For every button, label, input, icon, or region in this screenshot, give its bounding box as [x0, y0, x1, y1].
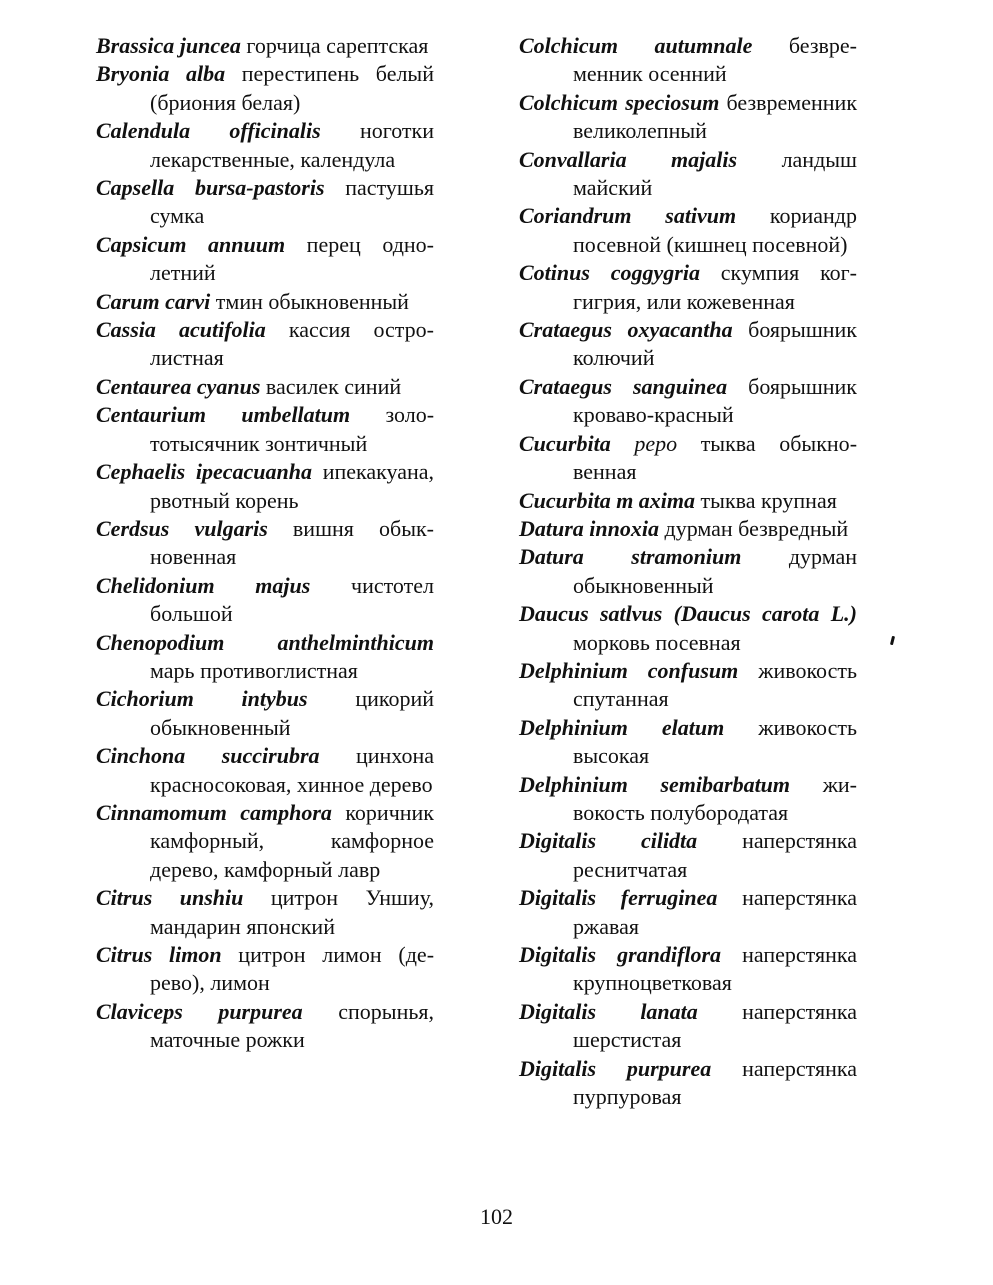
dictionary-entry	[96, 515, 434, 572]
dictionary-entry	[96, 998, 434, 1055]
latin-term: Claviceps purpurea	[96, 998, 303, 1024]
dictionary-entry	[96, 799, 434, 884]
russian-name: живокость спутанная	[573, 657, 857, 712]
russian-name: морковь посевная	[573, 629, 741, 655]
latin-term: Centaurium umbellatum	[96, 402, 351, 428]
latin-term: Cinnamomum camphora	[96, 799, 332, 825]
russian-name: тмин обыкновенный	[215, 288, 409, 314]
russian-name: живокость полубородатая	[573, 771, 857, 825]
latin-term: Cinchona succirubra	[96, 743, 320, 769]
dictionary-entry	[96, 742, 434, 799]
dictionary-entry	[519, 202, 857, 259]
russian-name: скумпия коггигрия, или кожевенная	[573, 260, 857, 314]
latin-term: Crataegus sanguinea	[519, 373, 728, 399]
latin-term: Chenopodium anthelminthicum	[96, 629, 434, 655]
dictionary-entry	[519, 714, 857, 771]
latin-term: Chelidonium majus	[96, 572, 311, 598]
russian-name: дурман обыкновенный	[573, 544, 858, 598]
russian-name: чистотел большой	[150, 572, 434, 627]
russian-name: кассия остролистная	[150, 317, 434, 371]
russian-name: дурман безвредный	[664, 515, 849, 541]
dictionary-entry	[519, 373, 857, 430]
dictionary-entry	[519, 941, 857, 998]
latin-term: Cichorium intybus	[96, 686, 308, 712]
russian-name: наперстянка ржавая	[573, 885, 857, 939]
dictionary-entry	[519, 771, 857, 828]
dictionary-entry	[519, 600, 857, 657]
russian-name: перестипень белый (бриония белая)	[150, 61, 434, 115]
dictionary-entry	[96, 288, 434, 316]
latin-term: Capsicum annuum	[96, 231, 286, 257]
dictionary-entry	[519, 32, 857, 89]
russian-name: марь противоглистная	[150, 657, 358, 683]
dictionary-entry	[519, 259, 857, 316]
russian-name: цитрон лимон (дерево), лимон	[150, 942, 435, 996]
russian-name: кориандр посевной (кишнец посевной)	[573, 203, 857, 257]
dictionary-entry	[96, 941, 434, 998]
dictionary-entry	[519, 89, 857, 146]
latin-term: Cucurbita	[519, 430, 611, 456]
dictionary-entry	[96, 884, 434, 941]
latin-term: Cassia acutifolia	[96, 317, 266, 343]
russian-name: тыква обыкновенная	[573, 430, 858, 485]
russian-name: цикорий обыкновенный	[150, 686, 434, 740]
latin-term: Digitalis grandiflora	[519, 942, 722, 967]
latin-term: Convallaria majalis	[519, 146, 738, 172]
dictionary-entry	[519, 884, 857, 941]
dictionary-entry	[96, 572, 434, 629]
russian-name: цинхона красносоковая, хинное дерево	[150, 743, 434, 797]
dictionary-entry	[519, 998, 857, 1055]
latin-term: Digitalis ferruginea	[519, 885, 718, 911]
latin-term: Delphinium elatum	[519, 714, 725, 740]
russian-name: спорынья, маточные рожки	[150, 998, 434, 1053]
dictionary-entry	[96, 685, 434, 742]
dictionary-entry	[96, 373, 434, 401]
latin-term: Cotinus coggygria	[519, 260, 700, 286]
page-number: 102	[480, 1204, 513, 1229]
russian-name: безвременник осенний	[573, 33, 857, 87]
dictionary-entry	[96, 316, 434, 373]
russian-name: пастушья сумка	[150, 175, 434, 229]
dictionary-entry	[519, 487, 857, 515]
russian-name: ноготки лекарственные, календула	[150, 118, 435, 172]
dictionary-entry	[519, 430, 857, 487]
russian-name: наперстянка шерстистая	[573, 998, 857, 1053]
right-column	[519, 32, 857, 1111]
russian-name: ипекакуана, рвотный корень	[150, 459, 435, 513]
russian-name: коричник камфорный, камфорное дерево, камфорный лавр	[150, 799, 434, 882]
dictionary-entry	[519, 827, 857, 884]
latin-term: Delphinium semibarbatum	[519, 771, 791, 797]
russian-name: вишня обыкновенная	[150, 515, 434, 570]
russian-name: золототысячник зонтичный	[150, 402, 435, 456]
russian-name: цитрон Уншиу, мандарин японский	[150, 885, 435, 939]
latin-term: Cucurbita m axima	[519, 487, 696, 513]
left-column	[96, 32, 434, 1055]
dictionary-entry	[519, 657, 857, 714]
latin-term: Capsella bursa-pastoris	[96, 175, 325, 201]
russian-name: наперстянка крупноцветковая	[573, 942, 857, 996]
russian-name: василек синий	[265, 373, 402, 399]
latin-term: Colchicum speciosum	[519, 89, 720, 115]
dictionary-entry	[96, 117, 434, 174]
dictionary-entry	[96, 401, 434, 458]
russian-name: горчица сарептская	[246, 33, 429, 58]
latin-term: Centaurea cyanus	[96, 373, 261, 399]
latin-term: Datura innoxia	[519, 515, 659, 541]
dictionary-entry	[96, 458, 434, 515]
stray-ink-mark	[890, 636, 895, 645]
dictionary-entry	[96, 231, 434, 288]
latin-term: Brassica juncea	[96, 33, 241, 58]
latin-term: Bryonia alba	[96, 61, 226, 87]
russian-name: боярышник кроваво-красный	[573, 373, 857, 428]
russian-name: перец однолетний	[150, 231, 434, 286]
russian-name: живокость высокая	[573, 714, 857, 769]
latin-term: Coriandrum sativum	[519, 203, 737, 229]
latin-term: Digitalis cilidta	[519, 828, 698, 854]
latin-term: Daucus satlvus (Daucus carota L.)	[519, 601, 857, 627]
dictionary-entry	[519, 543, 857, 600]
dictionary-entry	[519, 316, 857, 373]
russian-name: наперстянка пурпуровая	[573, 1055, 858, 1110]
russian-name: наперстянка реснитчатая	[573, 828, 857, 882]
russian-name: безвременник великолепный	[573, 89, 858, 144]
latin-term: Datura stramonium	[519, 544, 742, 570]
latin-term: Calendula officinalis	[96, 118, 321, 144]
russian-name: боярышник колючий	[573, 317, 857, 371]
dictionary-entry	[96, 60, 434, 117]
latin-term: Carum carvi	[96, 288, 211, 314]
russian-name: ландыш майский	[573, 146, 857, 201]
latin-term: Citrus unshiu	[96, 885, 244, 911]
latin-term: Digitalis lanata	[519, 998, 698, 1024]
latin-term: Cephaelis ipecacuanha	[96, 459, 313, 485]
dictionary-entry	[96, 629, 434, 686]
latin-term: Crataegus oxyacantha	[519, 317, 733, 343]
dictionary-entry	[519, 1055, 857, 1112]
dictionary-entry	[96, 32, 434, 60]
latin-term: Citrus limon	[96, 942, 222, 967]
latin-term: Cerdsus vulgaris	[96, 515, 268, 541]
latin-term: Colchicum autumnale	[519, 33, 753, 58]
dictionary-entry	[96, 174, 434, 231]
dictionary-entry	[519, 515, 857, 543]
russian-name: тыква крупная	[700, 487, 837, 513]
dictionary-entry	[519, 146, 857, 203]
latin-term-plain: pepo	[634, 430, 678, 456]
latin-term: Digitalis purpurea	[519, 1055, 712, 1081]
latin-term: Delphinium confusum	[519, 657, 739, 683]
